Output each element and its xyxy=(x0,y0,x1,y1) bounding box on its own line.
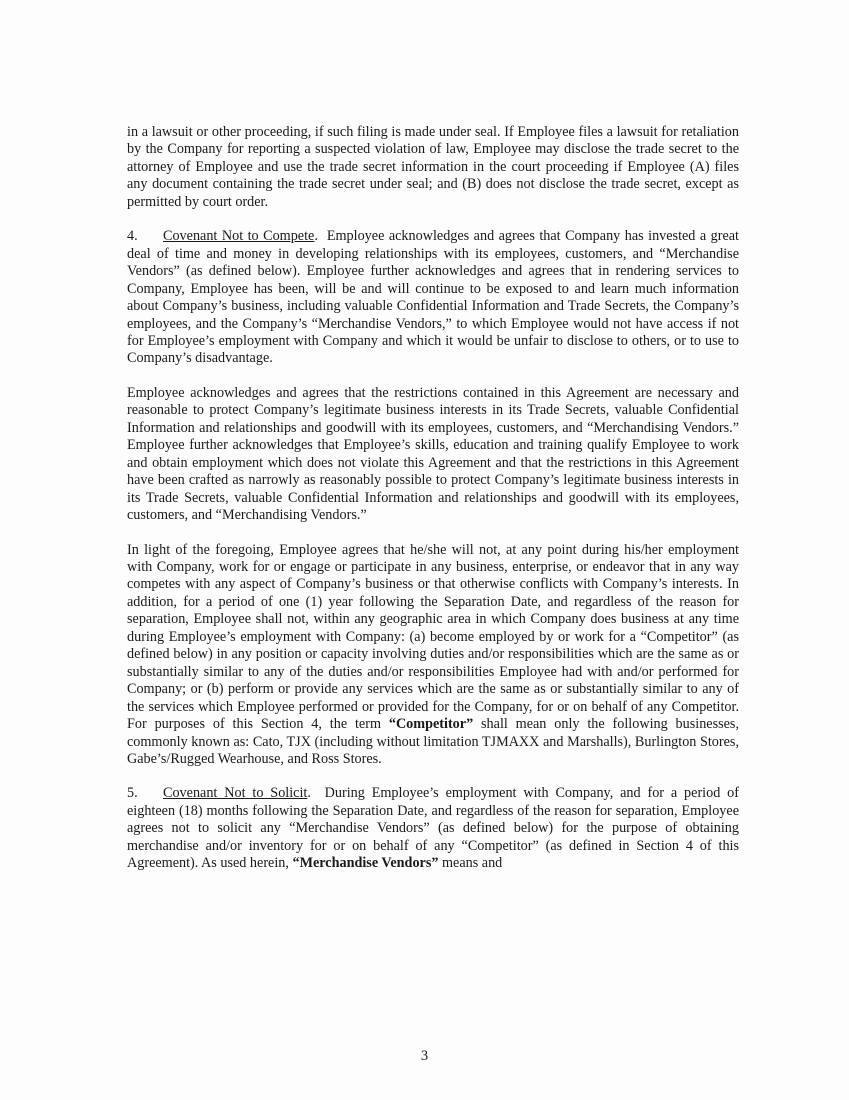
paragraph-text-continued: shall mean only the following businesses, commonly known as: Cato, TJX (including without limitation TJMAXX and Marshalls), Burlington Stores, Gabe’s/Rugged Wearhouse, and Ross Stores. xyxy=(127,716,739,767)
section-number: 5. xyxy=(127,785,138,802)
paragraph-restrictions xyxy=(127,385,739,525)
section-heading: Covenant Not to Compete xyxy=(163,228,315,245)
defined-term-merchandise-vendors: “Merchandise Vendors” xyxy=(292,855,439,872)
section-heading: Covenant Not to Solicit xyxy=(163,785,308,802)
paragraph-text: During Employee’s employment with Company, and for a period of eighteen (18) months following the Separation Date, and regardless of the reason for separation, Employee agrees not to solicit any “Merchandise Vendors” (as defined below) for the purpose of obtaining merchandise and/or inventory for or on behalf of any “Competitor” (as defined in Section 4 of this Agreement). As used herein, xyxy=(127,785,739,872)
section-5-covenant-not-to-solicit xyxy=(127,785,739,872)
paragraph-text: In light of the foregoing, Employee agrees that he/she will not, at any point during his/her employment with Company, work for or engage or participate in any business, enterprise, or endeavor that in any way competes with any aspect of Company’s business or that otherwise conflicts with Company’s interests. In addition, for a period of one (1) year following the Separation Date, and regardless of the reason for separation, Employee shall not, within any geographic area in which Company does business at any time during Employee’s employment with Company: (a) become employed by or work for a “Competitor” (as defined below) in any position or capacity involving duties and/or responsibilities which are the same as or substantially similar to any of the duties and/or responsibilities Employee had with and/or performed for Company; or (b) perform or provide any services which are the same as or substantially similar to any of the services which Employee performed or provided for the Company, for or on behalf of any Competitor. For purposes of this Section 4, the term xyxy=(127,541,739,733)
section-number: 4. xyxy=(127,228,138,245)
document-body xyxy=(127,124,739,890)
page-number: 3 xyxy=(420,1048,429,1064)
defined-term-competitor: “Competitor” xyxy=(388,716,474,733)
paragraph-foregoing xyxy=(127,542,739,769)
heading-punctuation: . xyxy=(314,228,318,245)
paragraph-text: in a lawsuit or other proceeding, if such filing is made under seal. If Employee files a lawsuit for retaliation by the Company for reporting a suspected violation of law, Employee may disclose the trade secret to the attorney of Employee and use the trade secret information in the court proceeding if Employee (A) files any document containing the trade secret under seal; and (B) does not disclose the trade secret, except as permitted by court order. xyxy=(127,124,739,210)
paragraph-text: Employee acknowledges and agrees that Company has invested a great deal of time and money in developing relationships with its employees, customers, and “Merchandise Vendors” (as defined below). Employee further acknowledges and agrees that in rendering services to Company, Employee has been, will be and will continue to be exposed to and learn much information about Company’s business, including valuable Confidential Information and Trade Secrets, the Company’s employees, and the Company’s “Merchandise Vendors,” to which Employee would not have access if not for Employee’s employment with Company and which it would be unfair to disclose to others, or to use to Company’s disadvantage. xyxy=(127,228,740,367)
section-4-covenant-not-to-compete xyxy=(127,228,739,368)
paragraph-text: Employee acknowledges and agrees that the restrictions contained in this Agreement are necessary and reasonable to protect Company’s legitimate business interests in its Trade Secrets, valuable Confidential Information and relationships and goodwill with its employees, customers, and “Merchandising Vendors.” Employee further acknowledges that Employee’s skills, education and training qualify Employee to work and obtain employment which does not violate this Agreement and that the restrictions in this Agreement have been crafted as narrowly as reasonably possible to protect Company’s legitimate business interests in its Trade Secrets, valuable Confidential Information and relationships and goodwill with its employees, customers, and “Merchandising Vendors.” xyxy=(127,384,739,524)
paragraph-continuation xyxy=(127,124,739,211)
paragraph-text-continued: means and xyxy=(442,855,503,872)
heading-punctuation: . xyxy=(307,785,311,802)
